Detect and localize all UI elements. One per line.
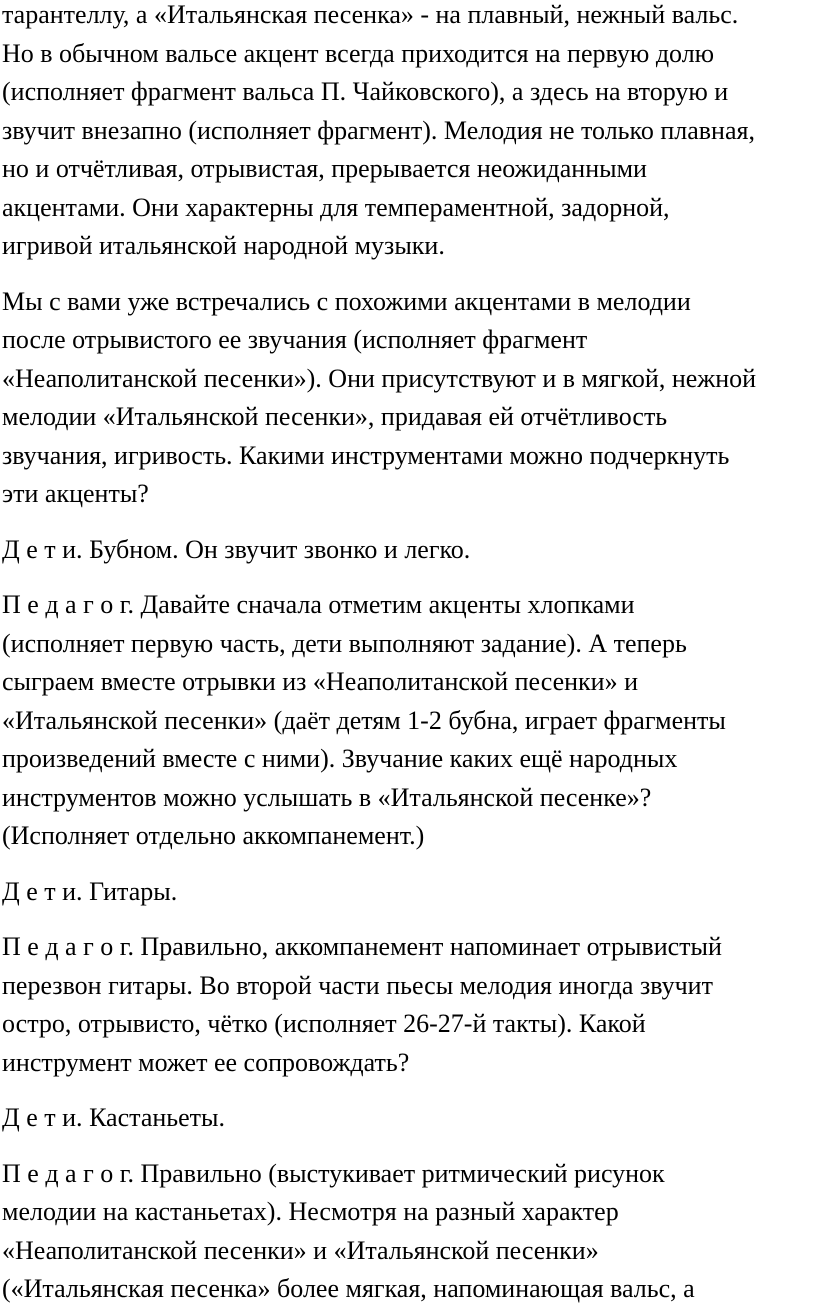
paragraph-teacher-guitar xyxy=(2,928,812,1082)
paragraph-text: тарантеллу, а «Итальянская песенка» - на плавный, нежный вальс. Но в обычном вальсе акцент всегда приходится на первую долю (исполняет фрагмент вальса П. Чайковского), а здесь на вторую и звучит внезапно (исполняет фрагмент). Мелодия не только плавная, но и отчётливая, отрывистая, прерывается неожиданными акцентами. Они характерны для темпераментной, задорной, игривой итальянской народной музыки. xyxy=(2,0,755,260)
speaker-label: Д е т и. xyxy=(2,534,83,564)
speaker-label: Д е т и. xyxy=(2,876,83,906)
speaker-label: П е д а г о г. xyxy=(2,932,134,961)
speaker-label: П е д а г о г. xyxy=(2,1158,134,1188)
paragraph-waltz-description xyxy=(2,0,812,266)
paragraph-text: Гитары. xyxy=(82,876,178,906)
paragraph-children-reply-guitars xyxy=(2,873,812,912)
paragraph-text: Бубном. Он звучит звонко и легко. xyxy=(82,534,471,564)
paragraph-teacher-castanets xyxy=(2,1155,812,1309)
paragraph-accents-question xyxy=(2,283,812,514)
paragraph-text: Правильно (выстукивает ритмический рисунок мелодии на кастаньетах). Несмотря на разный характер «Неаполитанской песенки» и «Итальянской песенки» («Итальянская песенка» более мягкая, напоминающая вальс, а xyxy=(2,1158,695,1303)
paragraph-text: Мы с вами уже встречались с похожими акцентами в мелодии после отрывистого ее звучания (исполняет фрагмент «Неаполитанской песенки»). Они присутствуют и в мягкой, нежной мелодии «Итальянской песенки», придавая ей отчётливость звучания, игривость. Какими инструментами можно подчеркнуть эти акценты? xyxy=(2,286,757,508)
paragraph-text: Правильно, аккомпанемент напоминает отрывистый перезвон гитары. Во второй части пьесы мелодия иногда звучит остро, отрывисто, чётко (исполняет 26-27-й такты). Какой инструмент может ее сопровождать? xyxy=(2,932,722,1077)
paragraph-text: Кастаньеты. xyxy=(82,1103,226,1132)
speaker-label: П е д а г о г. xyxy=(2,590,134,619)
speaker-label: Д е т и. xyxy=(2,1103,83,1132)
paragraph-children-reply-castanets xyxy=(2,1099,812,1138)
paragraph-children-reply-tambourine xyxy=(2,531,812,570)
paragraph-text: Давайте сначала отметим акценты хлопками (исполняет первую часть, дети выполняют задание). А теперь сыграем вместе отрывки из «Неаполитанской песенки» и «Итальянской песенки» (даёт детям 1-2 бубна, играет фрагменты произведений вместе с ними). Звучание каких ещё народных инструментов можно услышать в «Итальянской песенке»? (Исполняет отдельно аккомпанемент.) xyxy=(2,590,726,850)
paragraph-teacher-clapping xyxy=(2,586,812,856)
